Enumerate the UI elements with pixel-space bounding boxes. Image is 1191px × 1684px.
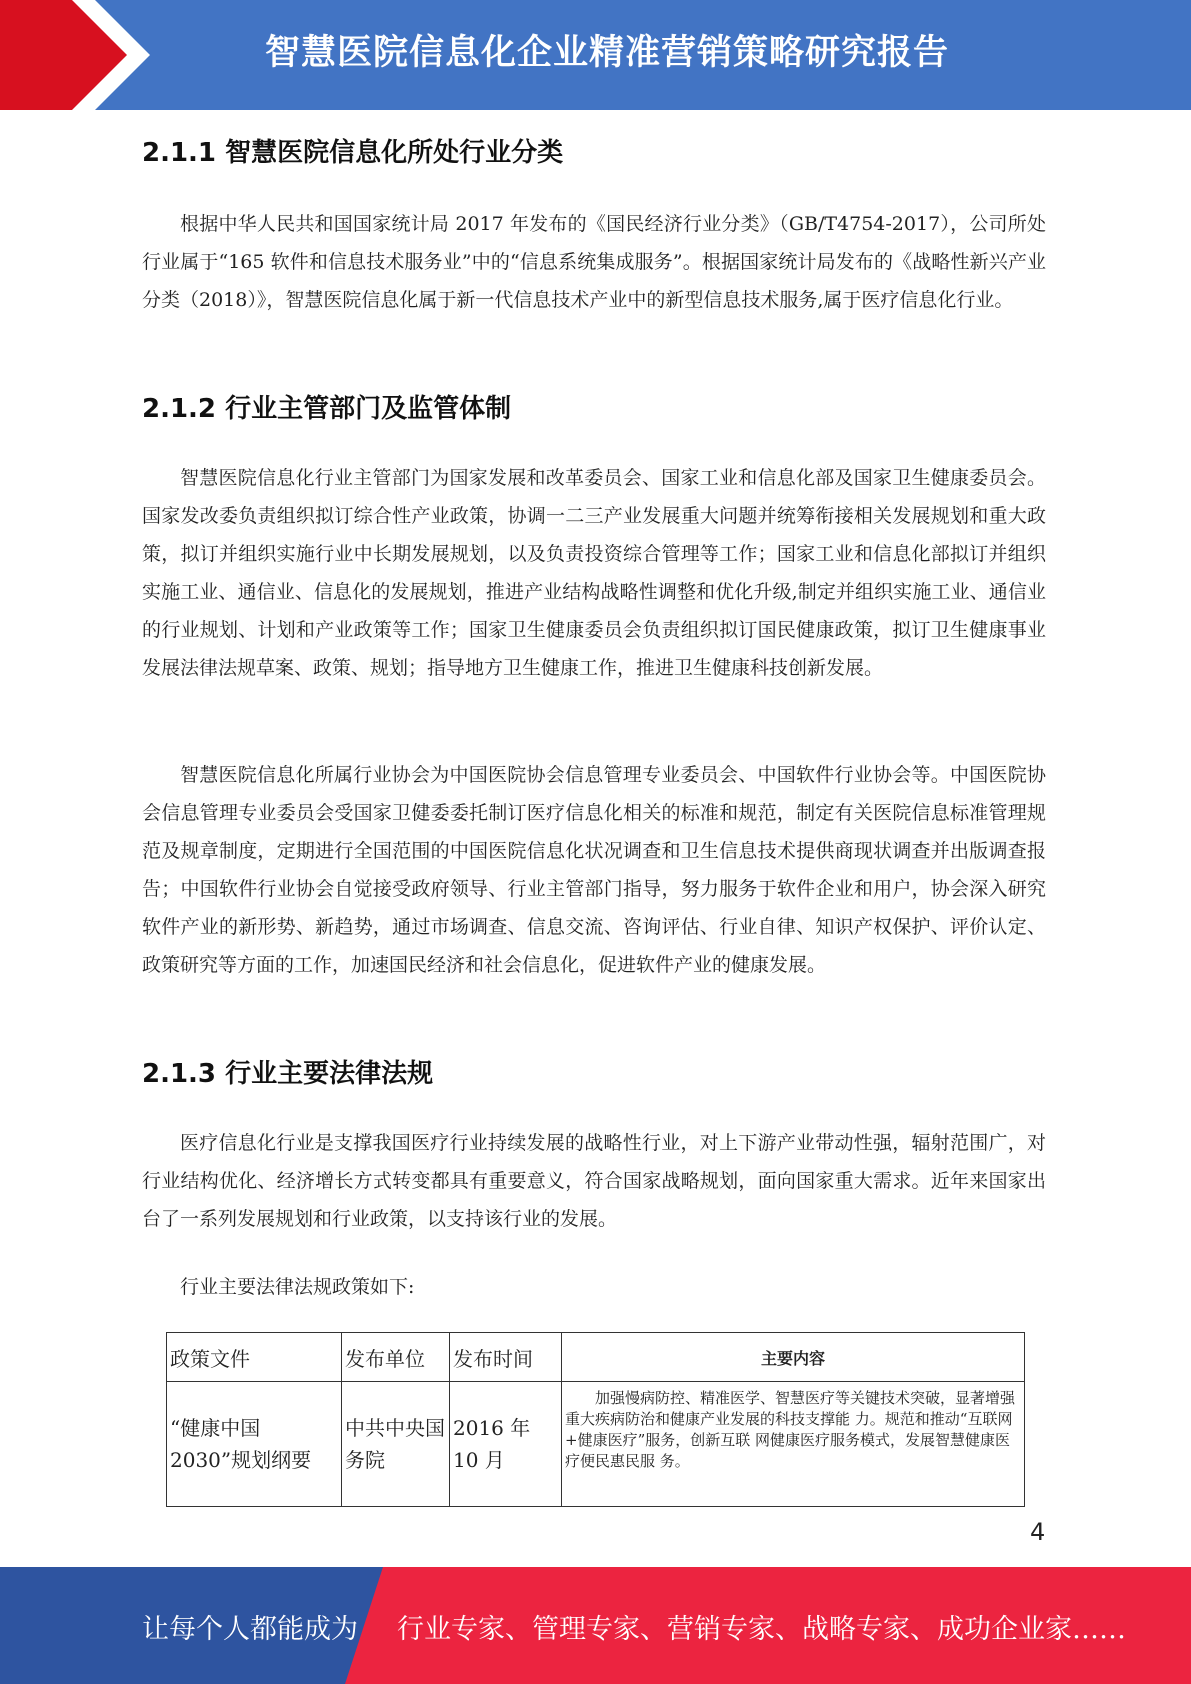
column-header-document: 政策文件 — [167, 1333, 342, 1382]
paragraph-industry-associations: 智慧医院信息化所属行业协会为中国医院协会信息管理专业委员会、中国软件行业协会等。中国医院协会信息管理专业委员会受国家卫健委委托制订医疗信息化相关的标准和规范，制定有关医院信息标准管理规范及规章制度，定期进行全国范围的中国医院信息化状况调查和卫生信息技术提供商现状调查并出版调查报告；中国软件行业协会自觉接受政府领导、行业主管部门指导，努力服务于软件企业和用户，协会深入研究软件产业的新形势、新趋势，通过市场调查、信息交流、咨询评估、行业自律、知识产权保护、评价认定、政策研究等方面的工作，加速国民经济和社会信息化，促进软件产业的健康发展。 — [142, 764, 1046, 976]
section-heading-2-1-1: 2.1.1 智慧医院信息化所处行业分类 — [142, 138, 564, 168]
footer-slogan-left: 让每个人都能成为 — [142, 1614, 358, 1645]
cell-date: 2016 年 10 月 — [450, 1382, 562, 1507]
paragraph-regulatory-authorities: 智慧医院信息化行业主管部门为国家发展和改革委员会、国家工业和信息化部及国家卫生健康委员会。国家发改委负责组织拟订综合性产业政策，协调一二三产业发展重大问题并统筹衔接相关发展规划和重大政策，拟订并组织实施行业中长期发展规划，以及负责投资综合管理等工作；国家工业和信息化部拟订并组织实施工业、通信业、信息化的发展规划，推进产业结构战略性调整和优化升级,制定并组织实施工业、通信业的行业规划、计划和产业政策等工作；国家卫生健康委员会负责组织拟订国民健康政策，拟订卫生健康事业发展法律法规草案、政策、规划；指导地方卫生健康工作，推进卫生健康科技创新发展。 — [142, 467, 1046, 679]
report-title: 智慧医院信息化企业精准营销策略研究报告 — [265, 33, 950, 73]
footer-slogan-right: 行业专家、管理专家、营销专家、战略专家、成功企业家…… — [397, 1614, 1126, 1645]
cell-issuer: 中共中央国务院 — [342, 1382, 450, 1507]
paragraph-laws-overview: 医疗信息化行业是支撑我国医疗行业持续发展的战略性行业，对上下游产业带动性强，辐射范围广，对行业结构优化、经济增长方式转变都具有重要意义，符合国家战略规划，面向国家重大需求。近年来国家出台了一系列发展规划和行业政策，以支持该行业的发展。 — [142, 1132, 1046, 1230]
column-header-content: 主要内容 — [562, 1333, 1025, 1382]
policy-table — [166, 1332, 1025, 1507]
page-header — [0, 0, 1191, 110]
paragraph-table-intro: 行业主要法律法规政策如下: — [180, 1276, 415, 1298]
page-number: 4 — [1030, 1518, 1046, 1546]
table-row — [167, 1382, 1025, 1507]
column-header-issuer: 发布单位 — [342, 1333, 450, 1382]
column-header-date: 发布时间 — [450, 1333, 562, 1382]
table-header-row — [167, 1333, 1025, 1382]
cell-content: 加强慢病防控、精准医学、智慧医疗等关键技术突破，显著增强重大疾病防治和健康产业发展的科技支撑能 力。规范和推动“互联网+健康医疗”服务，创新互联 网健康医疗服务模式，发展智慧健康医疗便民惠民服 务。 — [562, 1382, 1025, 1507]
page-footer — [0, 1567, 1191, 1684]
section-heading-2-1-2: 2.1.2 行业主管部门及监管体制 — [142, 394, 512, 424]
section-heading-2-1-3: 2.1.3 行业主要法律法规 — [142, 1059, 434, 1089]
paragraph-industry-classification: 根据中华人民共和国国家统计局 2017 年发布的《国民经济行业分类》（GB/T4754-2017），公司所处行业属于“165 软件和信息技术服务业”中的“信息系统集成服务”。根据国家统计局发布的《战略性新兴产业分类（2018）》，智慧医院信息化属于新一代信息技术产业中的新型信息技术服务,属于医疗信息化行业。 — [142, 213, 1046, 311]
cell-document: “健康中国 2030”规划纲要 — [167, 1382, 342, 1507]
